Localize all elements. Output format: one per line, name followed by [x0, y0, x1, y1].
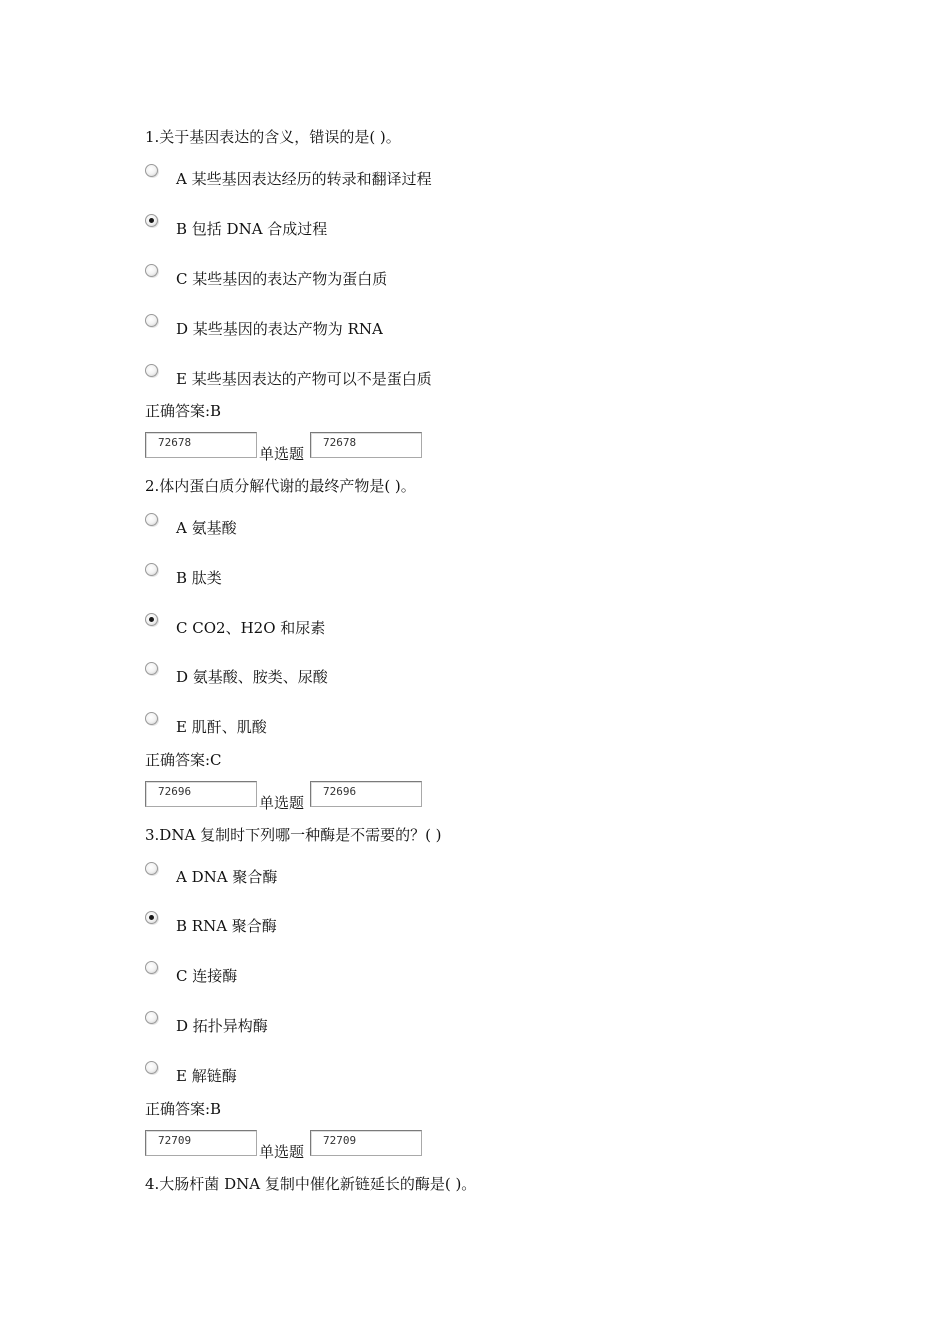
question-id-field[interactable]: 72709: [310, 1130, 422, 1156]
option-label: D 拓扑异构酶: [176, 1017, 268, 1035]
radio-button[interactable]: [145, 1011, 158, 1024]
option-label: A 氨基酸: [176, 519, 237, 537]
option-label: A DNA 聚合酶: [176, 868, 278, 886]
correct-answer: 正确答案:B: [145, 1100, 222, 1118]
radio-button[interactable]: [145, 264, 158, 277]
question-title: 1.关于基因表达的含义，错误的是( )。: [145, 128, 401, 146]
radio-button[interactable]: [145, 563, 158, 576]
radio-button[interactable]: [145, 712, 158, 725]
option-label: D 某些基因的表达产物为 RNA: [176, 320, 383, 338]
radio-button-selected[interactable]: [145, 911, 158, 924]
radio-button[interactable]: [145, 662, 158, 675]
option-label: C 某些基因的表达产物为蛋白质: [176, 270, 388, 288]
correct-answer: 正确答案:B: [145, 402, 222, 420]
radio-button[interactable]: [145, 1061, 158, 1074]
radio-button[interactable]: [145, 961, 158, 974]
radio-dot-icon: [149, 218, 154, 223]
option-label: B RNA 聚合酶: [176, 917, 277, 935]
question-id-field[interactable]: 72678: [310, 432, 422, 458]
question-id-field[interactable]: 72696: [145, 781, 257, 807]
option-label: B 肽类: [176, 569, 222, 587]
question-type-label: 单选题: [259, 794, 305, 812]
question-type-label: 单选题: [259, 445, 305, 463]
option-label: E 解链酶: [176, 1067, 237, 1085]
option-label: E 肌酐、肌酸: [176, 718, 267, 736]
radio-button[interactable]: [145, 314, 158, 327]
radio-button[interactable]: [145, 164, 158, 177]
option-label: C CO2、H2O 和尿素: [176, 619, 326, 637]
question-id-field[interactable]: 72678: [145, 432, 257, 458]
option-label: B 包括 DNA 合成过程: [176, 220, 328, 238]
radio-dot-icon: [149, 915, 154, 920]
question-title: 4.大肠杆菌 DNA 复制中催化新链延长的酶是( )。: [145, 1175, 477, 1193]
question-title: 2.体内蛋白质分解代谢的最终产物是( )。: [145, 477, 416, 495]
question-title: 3.DNA 复制时下列哪一种酶是不需要的？( ): [145, 826, 442, 844]
radio-button[interactable]: [145, 513, 158, 526]
radio-button-selected[interactable]: [145, 613, 158, 626]
option-label: C 连接酶: [176, 967, 238, 985]
radio-button-selected[interactable]: [145, 214, 158, 227]
radio-dot-icon: [149, 617, 154, 622]
option-label: E 某些基因表达的产物可以不是蛋白质: [176, 370, 432, 388]
question-id-field[interactable]: 72709: [145, 1130, 257, 1156]
question-type-label: 单选题: [259, 1143, 305, 1161]
option-label: A 某些基因表达经历的转录和翻译过程: [176, 170, 432, 188]
radio-button[interactable]: [145, 364, 158, 377]
radio-button[interactable]: [145, 862, 158, 875]
question-id-field[interactable]: 72696: [310, 781, 422, 807]
correct-answer: 正确答案:C: [145, 751, 222, 769]
option-label: D 氨基酸、胺类、尿酸: [176, 668, 328, 686]
